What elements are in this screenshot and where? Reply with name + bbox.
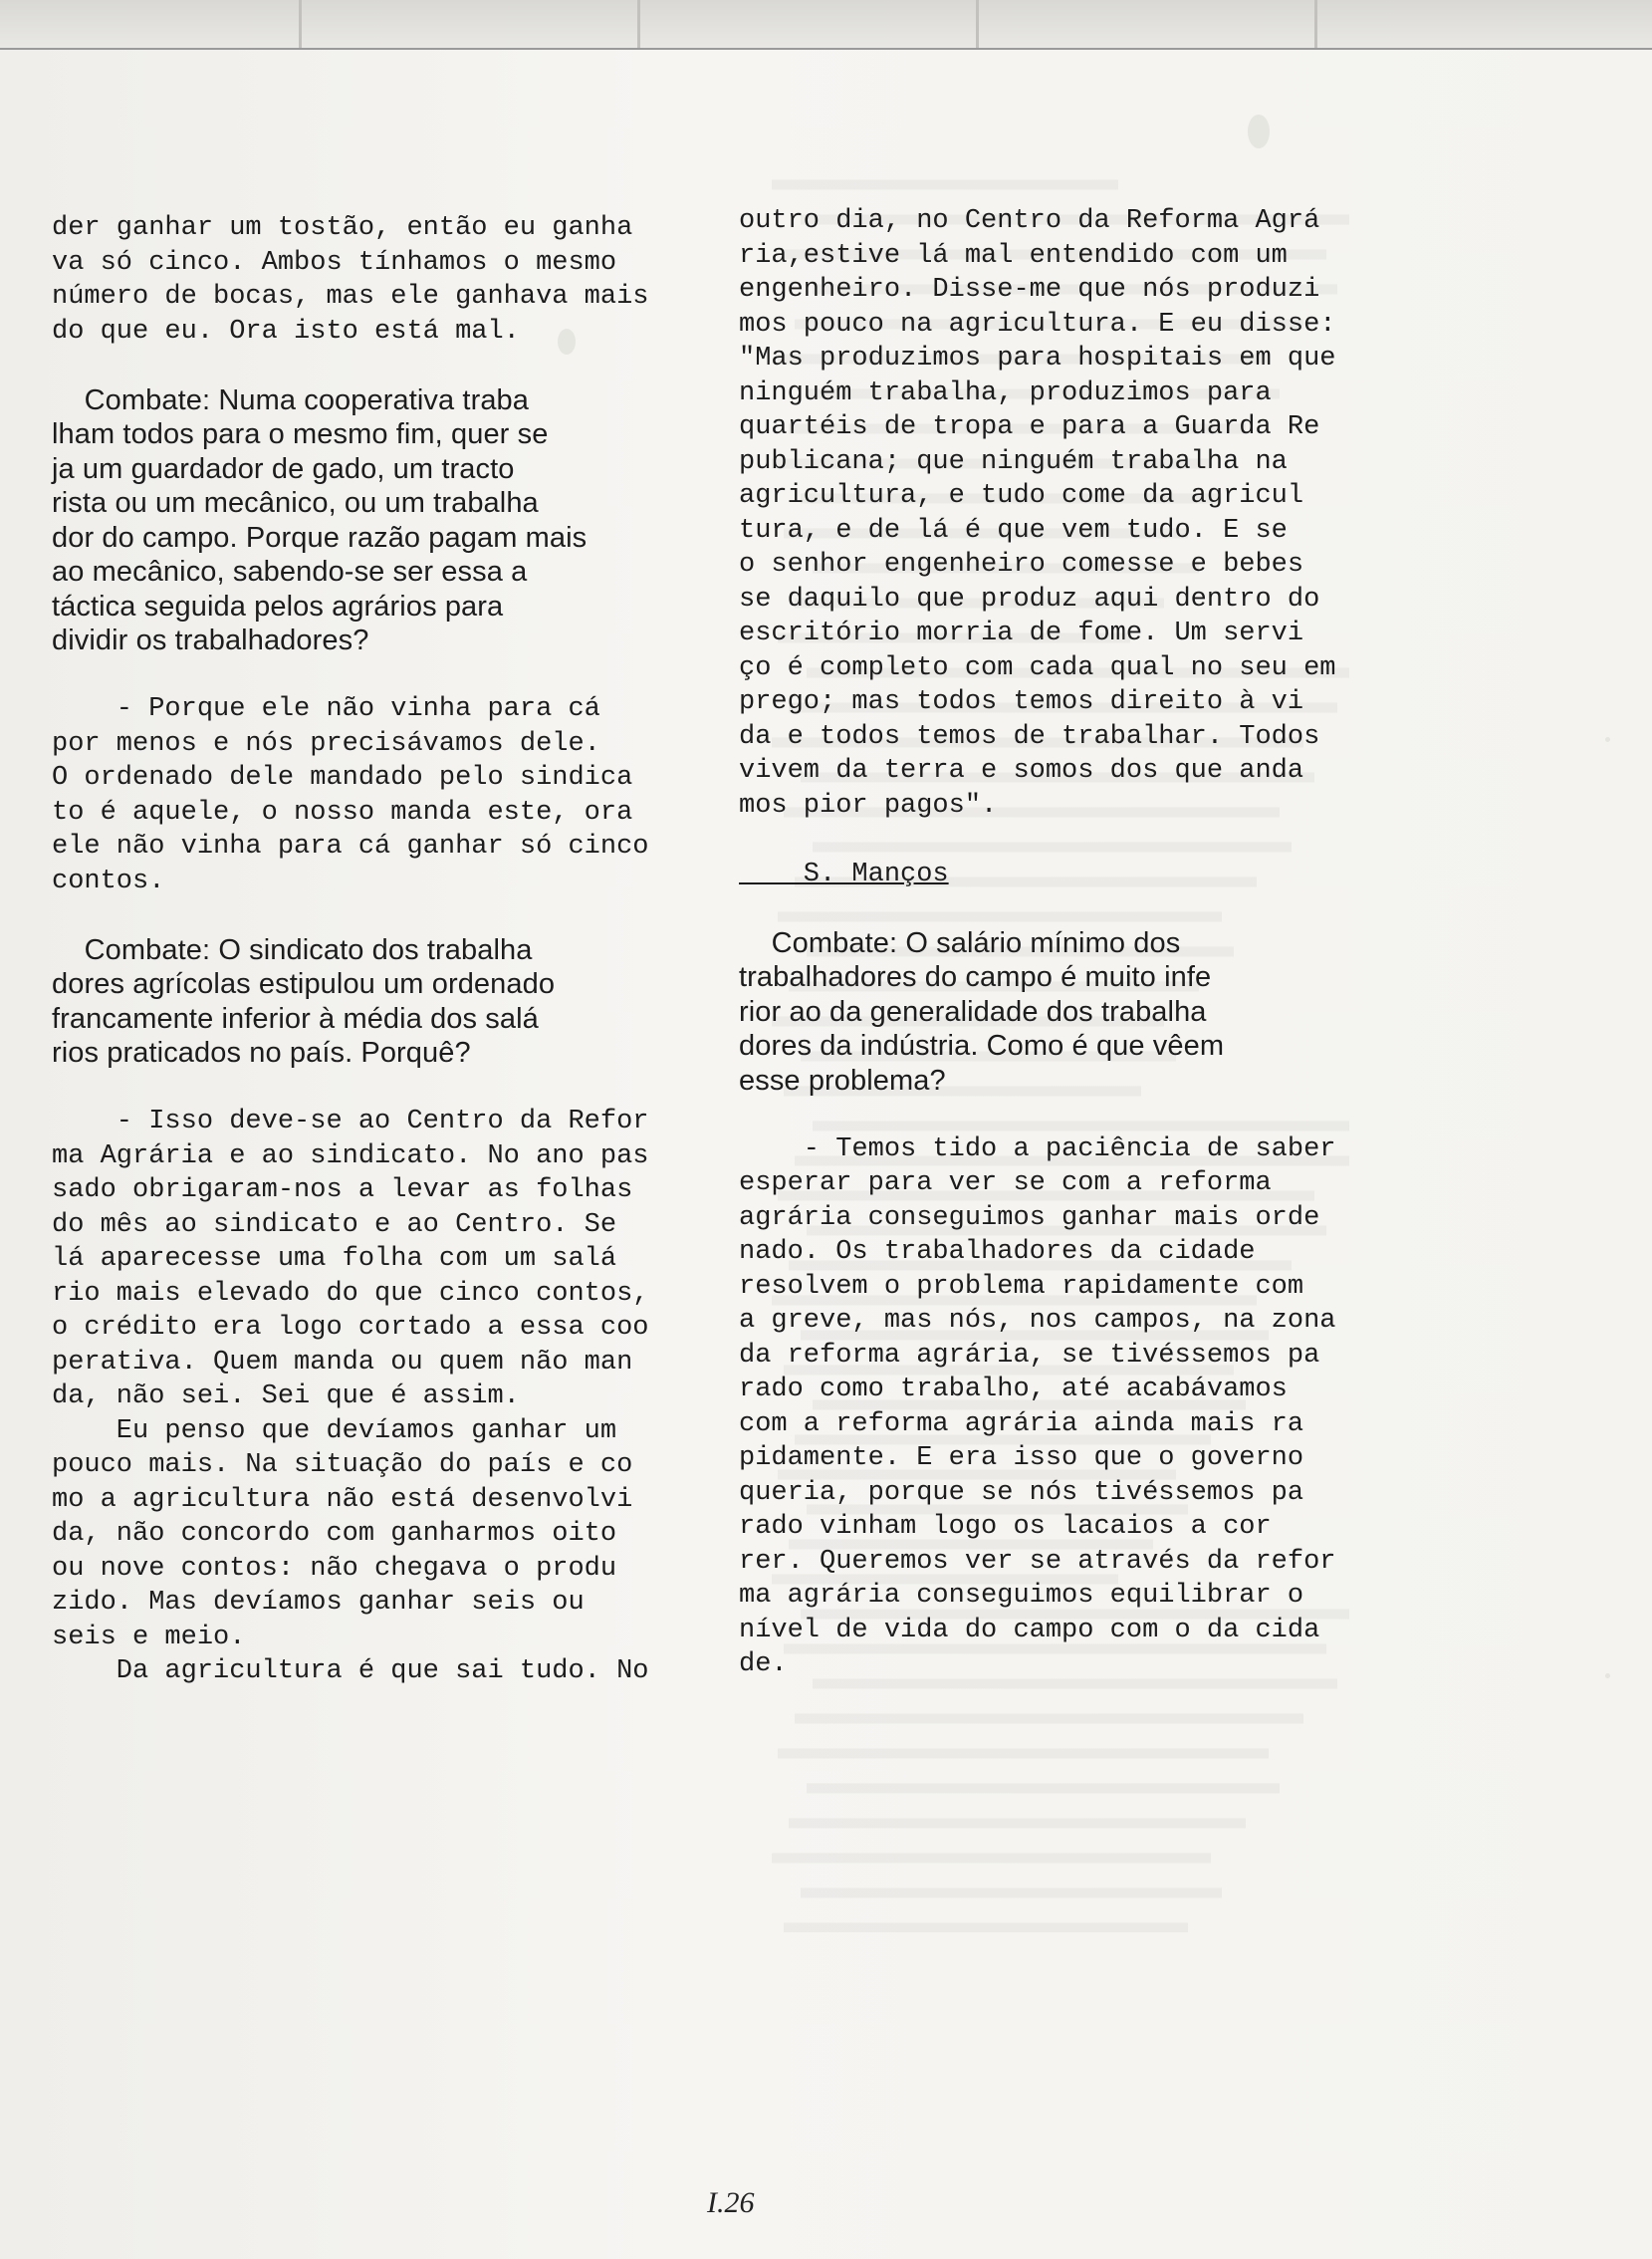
text-line: nado. Os trabalhadores da cidade: [739, 1237, 1256, 1267]
text-line: o crédito era logo cortado a essa coo: [52, 1313, 649, 1343]
ink-smudge: [1605, 737, 1610, 742]
interview-question-line: ja um guardador de gado, um tracto: [52, 452, 515, 485]
paragraph-gap: [52, 1071, 659, 1106]
text-line: to é aquele, o nosso manda este, ora: [52, 797, 633, 828]
interview-question-line: dor do campo. Porque razão pagam mais: [52, 521, 588, 554]
text-line: O ordenado dele mandado pelo sindica: [52, 763, 633, 793]
interview-question-line: rista ou um mecânico, ou um trabalha: [52, 487, 539, 519]
interview-question-line: táctica seguida pelos agrários para: [52, 590, 504, 623]
text-line: "Mas produzimos para hospitais em que: [739, 344, 1336, 374]
interview-question-line: esse problema?: [739, 1064, 946, 1097]
text-line: publicana; que ninguém trabalha na: [739, 446, 1288, 477]
text-line: prego; mas todos temos direito à vi: [739, 687, 1304, 717]
text-line: ninguém trabalha, produzimos para: [739, 377, 1272, 408]
text-line: queria, porque se nós tivéssemos pa: [739, 1477, 1304, 1508]
interview-question-line: rior ao da generalidade dos trabalha: [739, 995, 1207, 1028]
interview-question-line: Combate: O sindicato dos trabalha: [52, 933, 533, 966]
text-line: rado como trabalho, até acabávamos: [739, 1375, 1288, 1404]
section-heading: S. Manços: [739, 859, 949, 889]
text-line: sado obrigaram-nos a levar as folhas: [52, 1175, 633, 1205]
text-line: nível de vida do campo com o da cida: [739, 1615, 1320, 1645]
text-line: tura, e de lá é que vem tudo. E se: [739, 515, 1288, 546]
text-line: ele não vinha para cá ganhar só cinco: [52, 832, 649, 862]
interview-question-line: Combate: Numa cooperativa traba: [52, 383, 530, 416]
text-line: com a reforma agrária ainda mais ra: [739, 1408, 1304, 1439]
text-line: agricultura, e tudo come da agricul: [739, 481, 1304, 511]
paragraph-gap: [739, 891, 1376, 926]
interview-question-line: Combate: O salário mínimo dos: [739, 926, 1181, 959]
text-line: rer. Queremos ver se através da refor: [739, 1546, 1336, 1577]
text-line: ma Agrária e ao sindicato. No ano pas: [52, 1140, 649, 1171]
scan-top-edge: [0, 0, 1652, 50]
paragraph-gap: [52, 349, 659, 383]
text-line: pouco mais. Na situação do país e co: [52, 1450, 633, 1480]
interview-question-line: lham todos para o mesmo fim, quer se: [52, 418, 549, 450]
text-line: rio mais elevado do que cinco contos,: [52, 1278, 649, 1309]
text-line: da reforma agrária, se tivéssemos pa: [739, 1340, 1320, 1371]
text-line: Da agricultura é que sai tudo. No: [52, 1656, 649, 1686]
text-line: va só cinco. Ambos tínhamos o mesmo: [52, 247, 617, 278]
paragraph-gap: [52, 898, 659, 933]
interview-question-line: dores da indústria. Como é que vêem: [739, 1030, 1225, 1062]
text-line: lá aparecesse uma folha com um salá: [52, 1244, 617, 1274]
text-line: engenheiro. Disse-me que nós produzi: [739, 275, 1320, 305]
interview-question-line: rios praticados no país. Porquê?: [52, 1037, 471, 1069]
text-line: quartéis de tropa e para a Guarda Re: [739, 412, 1320, 442]
text-line: esperar para ver se com a reforma: [739, 1168, 1272, 1198]
ink-smudge: [1605, 1673, 1610, 1678]
text-line: da e todos temos de trabalhar. Todos: [739, 721, 1320, 752]
text-line: escritório morria de fome. Um servi: [739, 619, 1304, 648]
text-line: do mês ao sindicato e ao Centro. Se: [52, 1209, 617, 1240]
text-line: seis e meio.: [52, 1622, 246, 1652]
text-line: ço é completo com cada qual no seu em: [739, 652, 1336, 683]
interview-question-line: dividir os trabalhadores?: [52, 625, 369, 656]
text-line: ou nove contos: não chegava o produ: [52, 1553, 617, 1584]
text-line: número de bocas, mas ele ganhava mais: [52, 282, 649, 312]
page-number: I.26: [707, 2186, 755, 2219]
text-line: ria,estive lá mal entendido com um: [739, 240, 1288, 271]
interview-question-line: trabalhadores do campo é muito infe: [739, 961, 1212, 993]
text-line: perativa. Quem manda ou quem não man: [52, 1347, 633, 1378]
interview-question-line: dores agrícolas estipulou um ordenado: [52, 968, 556, 1000]
text-line: agrária conseguimos ganhar mais orde: [739, 1202, 1320, 1233]
text-line: se daquilo que produz aqui dentro do: [739, 584, 1320, 615]
text-line: Eu penso que devíamos ganhar um: [52, 1415, 617, 1446]
paragraph-gap: [52, 658, 659, 693]
text-line: da, não concordo com ganharmos oito: [52, 1519, 617, 1549]
text-line: der ganhar um tostão, então eu ganha: [52, 213, 633, 243]
interview-question-line: ao mecânico, sabendo-se ser essa a: [52, 556, 528, 588]
text-line: - Porque ele não vinha para cá: [52, 694, 600, 724]
text-line: - Isso deve-se ao Centro da Refor: [52, 1107, 649, 1136]
text-line: da, não sei. Sei que é assim.: [52, 1381, 520, 1411]
text-line: zido. Mas devíamos ganhar seis ou: [52, 1588, 585, 1618]
text-line: outro dia, no Centro da Reforma Agrá: [739, 206, 1320, 236]
text-line: mos pior pagos".: [739, 790, 998, 821]
text-line: mo a agricultura não está desenvolvi: [52, 1484, 633, 1515]
text-line: - Temos tido a paciência de saber: [739, 1133, 1336, 1164]
text-line: rado vinham logo os lacaios a cor: [739, 1512, 1272, 1542]
text-line: por menos e nós precisávamos dele.: [52, 728, 600, 759]
text-line: ma agrária conseguimos equilibrar o: [739, 1581, 1304, 1611]
paragraph-gap: [739, 823, 1376, 858]
ink-smudge: [1248, 115, 1270, 148]
text-line: de.: [739, 1649, 788, 1679]
right-text-column: [739, 204, 1376, 1682]
text-line: mos pouco na agricultura. E eu disse:: [739, 309, 1336, 340]
text-line: a greve, mas nós, nos campos, na zona: [739, 1306, 1336, 1336]
paragraph-gap: [739, 1098, 1376, 1132]
text-line: pidamente. E era isso que o governo: [739, 1443, 1304, 1473]
text-line: do que eu. Ora isto está mal.: [52, 316, 520, 347]
left-text-column: [52, 211, 659, 1689]
interview-question-line: francamente inferior à média dos salá: [52, 1002, 539, 1035]
text-line: contos.: [52, 866, 165, 896]
text-line: o senhor engenheiro comesse e bebes: [739, 550, 1304, 580]
text-line: vivem da terra e somos dos que anda: [739, 756, 1304, 786]
text-line: resolvem o problema rapidamente com: [739, 1271, 1304, 1302]
